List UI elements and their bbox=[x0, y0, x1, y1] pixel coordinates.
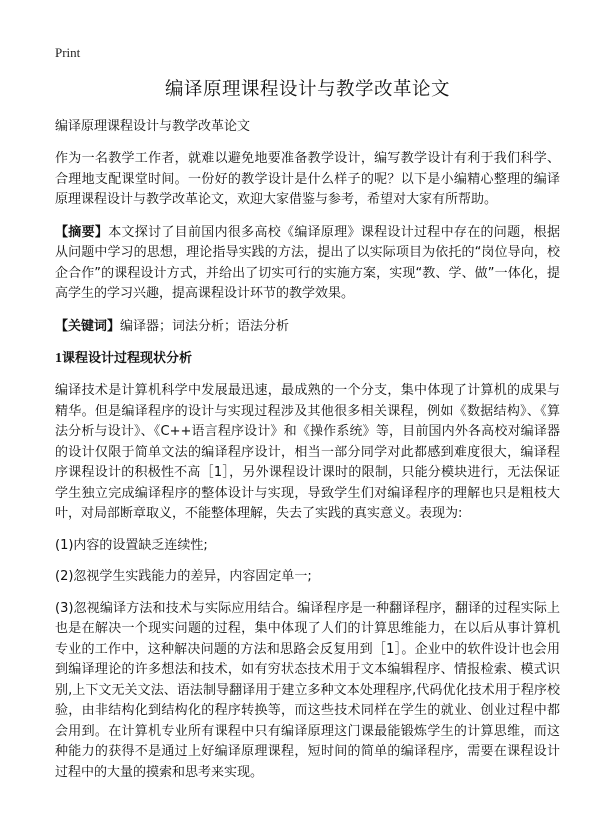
section-title: 课程设计过程现状分析 bbox=[62, 351, 193, 366]
print-label: Print bbox=[55, 45, 81, 60]
section-paragraph: 编译技术是计算机科学中发展最迅速，最成熟的一个分支，集中体现了计算机的成果与精华。但是编译程序的设计与实现过程涉及其他很多相关课程，例如《数据结构》、《算法分析与设计》、《C++语言程序设计》和《操作系统》等，目前国内外各高校对编译器的设计仅限于简单文法的编译程序设计，相当一部分同学对此都感到难度很大，编译程序课程设计的积极性不高［1］，另外课程设计课时的限制，只能分模块进行，无法保证学生独立完成编译程序的整体设计与实现，导致学生们对编译程序的理解也只是粗枝大叶，对局部断章取义，不能整体理解，失去了实践的真实意义。表现为: bbox=[55, 383, 560, 521]
keywords-label: 【关键词】 bbox=[55, 318, 121, 334]
section-number: 1 bbox=[55, 351, 62, 366]
keywords-paragraph bbox=[55, 317, 560, 338]
list-item: (2)忽视学生实践能力的差异，内容固定单一; bbox=[55, 569, 312, 584]
abstract-label: 【摘要】 bbox=[55, 224, 109, 240]
abstract-text: 本文探讨了目前国内很多高校《编译原理》课程设计过程中存在的问题，根据从问题中学习的思想，理论指导实践的方法，提出了以实际项目为依托的“岗位导向，校企合作”的课程设计方式，并给出了切实可行的实施方案，实现“教、学、做”一体化，提高学生的学习兴趣，提高课程设计环节的教学效果。 bbox=[55, 224, 560, 301]
keywords-text: 编译器；词法分析；语法分析 bbox=[120, 318, 290, 334]
document-page bbox=[55, 44, 560, 783]
document-subtitle: 编译原理课程设计与教学改革论文 bbox=[55, 119, 251, 134]
document-title: 编译原理课程设计与教学改革论文 bbox=[164, 79, 450, 100]
list-item: (1)内容的设置缺乏连续性; bbox=[55, 537, 208, 553]
section-heading bbox=[55, 349, 560, 369]
list-item: (3)忽视编译方法和技术与实际应用结合。编译程序是一种翻译程序，翻译的过程实际上也是在解决一个现实问题的过程，集中体现了人们的计算思维能力，在以后从事计算机专业的工作中，这种解决问题的方法和思路会反复用到［1］。企业中的软件设计也会用到编译理论的许多想法和技术，如有穷状态技术用于文本编辑程序、情报检索、模式识别,上下文无关文法、语法制导翻译用于建立多种文本处理程序,代码优化技术用于程序校验，由非结构化到结构化的程序转换等，而这些技术同样在学生的就业、创业过程中都会用到。在计算机专业所有课程中只有编译原理这门课最能锻炼学生的计算思维，而这种能力的获得不是通过上好编译原理课程，短时间的简单的编译程序，需要在课程设计过程中的大量的摸索和思考来实现。 bbox=[55, 600, 560, 780]
intro-paragraph: 作为一名教学工作者，就难以避免地要准备教学设计，编写教学设计有利于我们科学、合理地支配课堂时间。一份好的教学设计是什么样子的呢？以下是小编精心整理的编译原理课程设计与教学改革论文，欢迎大家借鉴与参考，希望对大家有所帮助。 bbox=[55, 151, 560, 207]
abstract-paragraph bbox=[55, 223, 560, 305]
